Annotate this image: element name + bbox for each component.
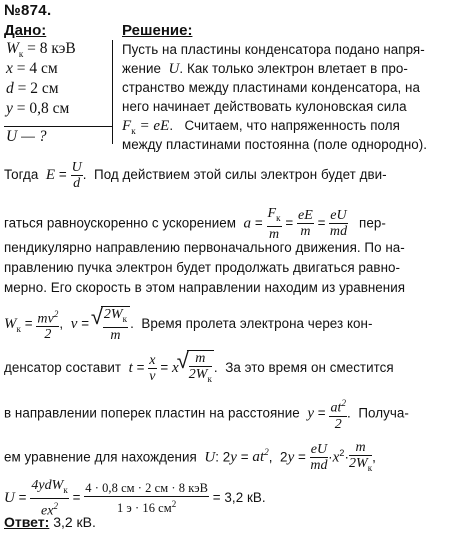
given-heading: Дано: bbox=[4, 22, 47, 39]
solution-line-6: между пластинами постоянна (поле однородно). bbox=[122, 137, 428, 152]
solution-line-4: него начинает действовать кулоновская сила bbox=[122, 99, 407, 114]
given-divider-horizontal bbox=[4, 126, 112, 127]
solution-line-1: Пусть на пластины конденсатора подано напря- bbox=[122, 42, 425, 57]
solution-line-2: жение U. Как только электрон влетает в про- bbox=[122, 61, 408, 77]
given-d: d = 2 см bbox=[6, 80, 59, 97]
answer bbox=[4, 514, 96, 530]
solution-line-15: ем уравнение для нахождения U: $2y = at^2$, 2y = $\frac{eU}{md}$ $\cdot x^2\cdot$ $\frac{m}{2W_к}$ , bbox=[4, 440, 376, 474]
solution-line-13: денсатор составит t = $\frac{x}{v}$ = x √ $\frac{m}{2W_к}$ . За это время он сместится bbox=[4, 350, 394, 387]
solution-line-11: мерно. Его скорость в этом направлении находим из уравнения bbox=[4, 280, 406, 295]
solution-line-5: $F_к$ = eE. Считаем, что напряженность поля bbox=[122, 118, 400, 136]
solution-line-14: в направлении поперек пластин на расстояние y = $\frac{at^2}{2}$ . Получа- bbox=[4, 398, 409, 432]
given-x: x = 4 см bbox=[6, 60, 58, 77]
solution-line-7: Тогда E = $\frac{U}{d}$ . Под действием этой силы электрон будет дви- bbox=[4, 160, 387, 191]
given-divider-vertical bbox=[112, 40, 113, 144]
solution-line-12: $W_к$ = $\frac{mv^2}{2}$ , v = √ $\frac{2W_к}{m}$ . Время пролета электрона через кон- bbox=[4, 306, 373, 343]
given-energy: $W_к = 8$ кэВ bbox=[6, 40, 76, 60]
answer-label: Ответ: bbox=[4, 514, 50, 530]
given-y: y = 0,8 см bbox=[6, 100, 70, 117]
solution-line-9: пендикулярно направлению первоначального движения. По на- bbox=[4, 240, 405, 255]
find-unknown: U — ? bbox=[6, 128, 47, 145]
problem-number: №874. bbox=[4, 2, 52, 19]
solution-heading: Решение: bbox=[122, 22, 193, 39]
solution-line-16: U = $\frac{4ydW_к}{ex^2}$ = $\frac{\text{4 · 0,8 см · 2 см · 8 кэВ}}{1 э \cdot 16 см^2}$ = 3,2 кВ. bbox=[4, 478, 266, 519]
solution-line-8: гаться равноускоренно с ускорением a = $\frac{F_к}{m}$ = $\frac{eE}{m}$ = $\frac{eU}{md}$ пер- bbox=[4, 206, 386, 242]
solution-line-3: странство между пластинами конденсатора, на bbox=[122, 80, 420, 95]
solution-line-10: правлению пучка электрон будет продолжать двигаться равно- bbox=[4, 260, 401, 275]
answer-value: 3,2 кВ. bbox=[53, 514, 96, 530]
